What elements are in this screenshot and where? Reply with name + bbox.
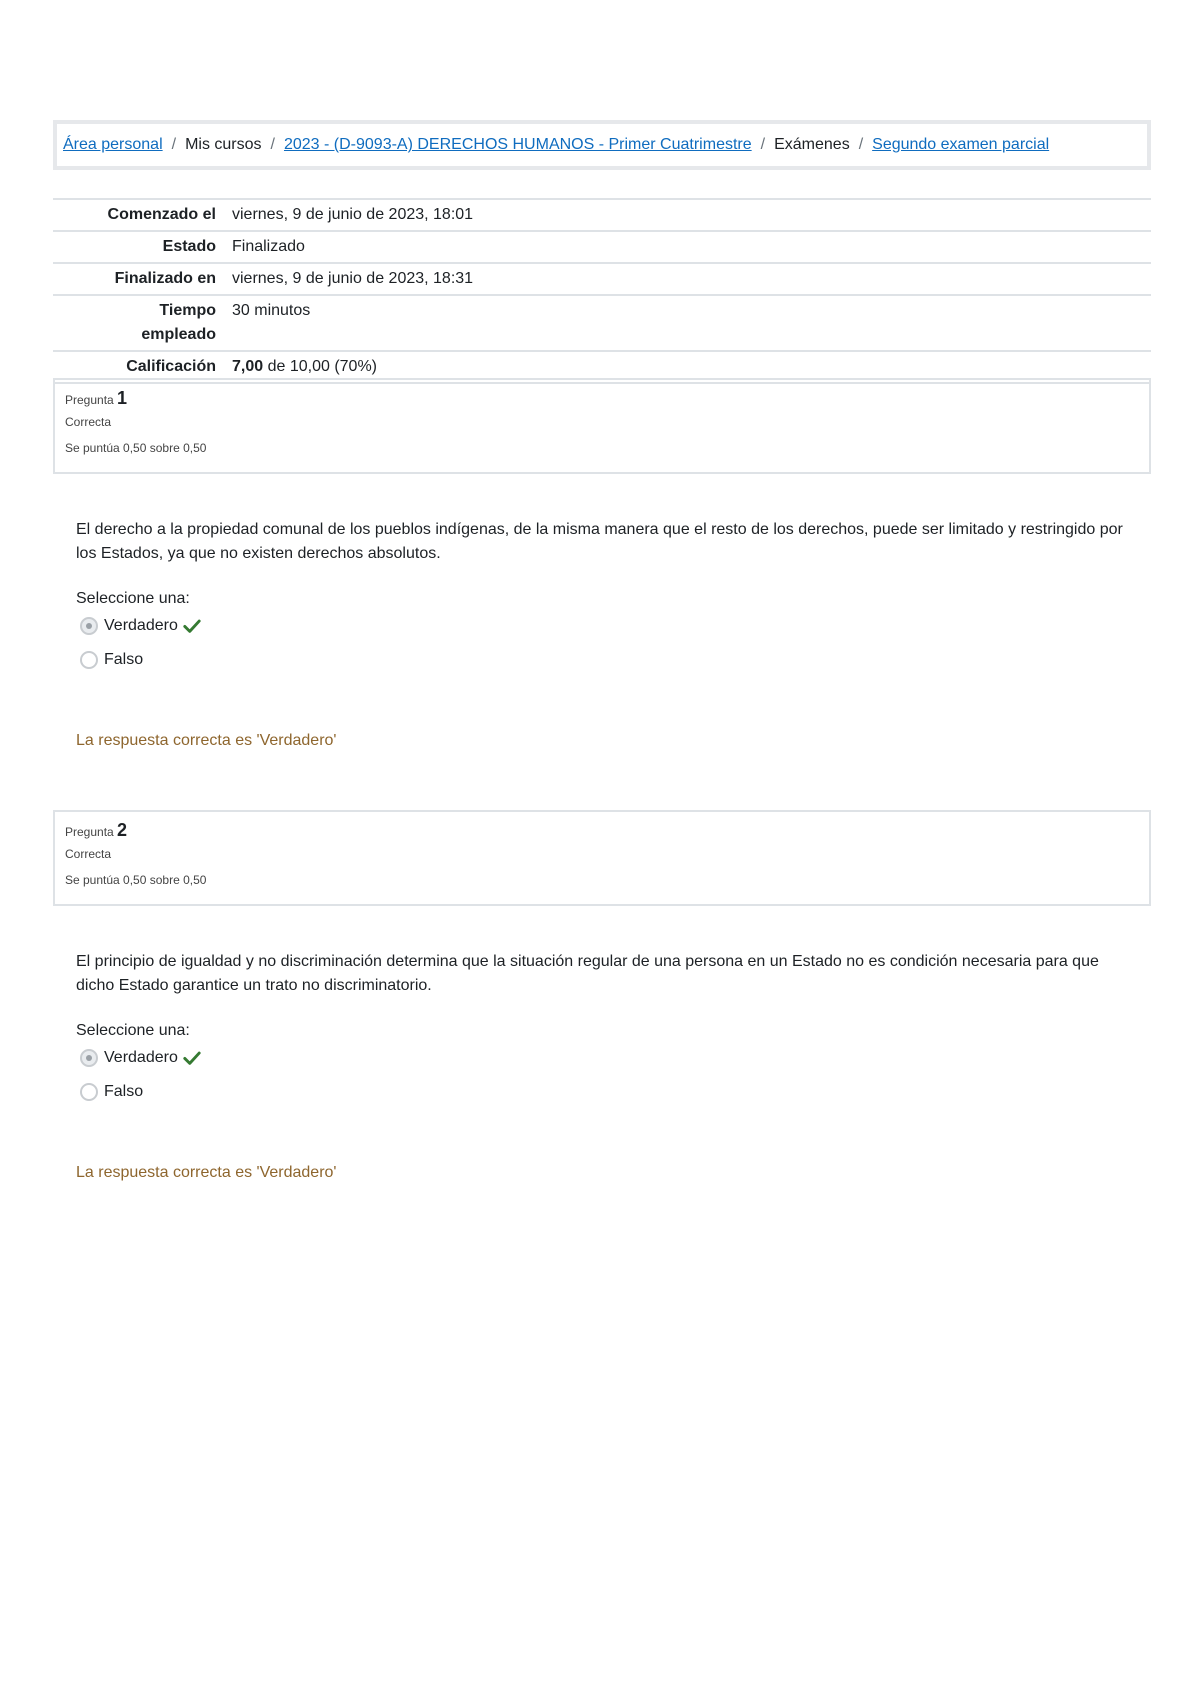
- attempt-summary-table: [53, 198, 1151, 384]
- answer-option-label: Verdadero: [104, 1049, 178, 1066]
- breadcrumb-separator: /: [270, 136, 275, 153]
- radio-selected[interactable]: [80, 617, 98, 635]
- answer-option-falso[interactable]: [80, 1080, 1140, 1104]
- summary-label-started: Comenzado el: [107, 206, 216, 223]
- question-grade: Se puntúa 0,50 sobre 0,50: [65, 441, 207, 455]
- question-number: 2: [117, 820, 128, 840]
- answer-option-label: Verdadero: [104, 617, 178, 634]
- breadcrumb-link-exam[interactable]: Segundo examen parcial: [872, 136, 1050, 153]
- question-info-2: [53, 810, 1151, 906]
- breadcrumb-separator: /: [760, 136, 766, 153]
- answer-prompt: Seleccione una:: [76, 1022, 190, 1039]
- correct-answer-feedback: La respuesta correcta es 'Verdadero': [76, 1164, 337, 1181]
- summary-label-time: [53, 295, 226, 351]
- summary-label-time-line1: Tiempo: [159, 302, 216, 319]
- radio-unselected[interactable]: [80, 651, 98, 669]
- check-icon: [183, 1049, 201, 1067]
- question-label: Pregunta: [65, 393, 114, 407]
- check-icon: [183, 617, 201, 635]
- radio-selected[interactable]: [80, 1049, 98, 1067]
- summary-value-state: Finalizado: [232, 238, 305, 255]
- breadcrumb-separator: /: [858, 136, 864, 153]
- question-info-1: [53, 378, 1151, 474]
- question-label: Pregunta: [65, 825, 114, 839]
- breadcrumb-link-course[interactable]: 2023 - (D-9093-A) DERECHOS HUMANOS - Primer Cuatrimestre: [283, 136, 752, 153]
- breadcrumb: [53, 120, 1151, 170]
- question-content-1: [76, 518, 1136, 750]
- summary-row-started: [53, 199, 1151, 231]
- summary-value-started: viernes, 9 de junio de 2023, 18:01: [232, 206, 474, 223]
- summary-row-time: [53, 295, 1151, 351]
- correct-answer-feedback: La respuesta correcta es 'Verdadero': [76, 732, 337, 749]
- radio-unselected[interactable]: [80, 1083, 98, 1101]
- summary-label-grade: Calificación: [126, 358, 216, 375]
- breadcrumb-item-examenes: Exámenes: [774, 136, 850, 153]
- question-grade: Se puntúa 0,50 sobre 0,50: [65, 873, 207, 887]
- question-number-line: [65, 388, 1139, 409]
- summary-label-time-line2: empleado: [141, 326, 216, 343]
- answer-option-label: Falso: [104, 651, 144, 668]
- answer-option-verdadero[interactable]: [80, 1046, 1140, 1070]
- breadcrumb-link-area-personal[interactable]: Área personal: [63, 136, 163, 153]
- breadcrumb-item-mis-cursos: Mis cursos: [185, 136, 262, 153]
- question-text: El derecho a la propiedad comunal de los pueblos indígenas, de la misma manera que el resto de los derechos, puede ser limitado y restringido por los Estados, ya que no existen derechos absolutos.: [76, 521, 1123, 562]
- summary-row-state: [53, 231, 1151, 263]
- summary-label-state: Estado: [162, 238, 216, 255]
- question-number: 1: [117, 388, 128, 408]
- summary-row-finished: [53, 263, 1151, 295]
- breadcrumb-separator: /: [171, 136, 177, 153]
- summary-value-time: 30 minutos: [232, 302, 311, 319]
- question-text: El principio de igualdad y no discriminación determina que la situación regular de una persona en un Estado no es condición necesaria para que dicho Estado garantice un trato no discriminatorio.: [76, 953, 1099, 994]
- answer-option-label: Falso: [104, 1083, 144, 1100]
- question-state: Correcta: [65, 847, 112, 861]
- grade-out-of: de 10,00 (70%): [263, 358, 377, 375]
- question-content-2: [76, 950, 1136, 1182]
- question-state: Correcta: [65, 415, 112, 429]
- summary-label-finished: Finalizado en: [114, 270, 216, 287]
- grade-score: 7,00: [232, 358, 264, 375]
- answer-option-verdadero[interactable]: [80, 614, 1140, 638]
- answer-option-falso[interactable]: [80, 648, 1140, 672]
- question-number-line: [65, 820, 1139, 841]
- summary-value-finished: viernes, 9 de junio de 2023, 18:31: [232, 270, 474, 287]
- answer-prompt: Seleccione una:: [76, 590, 190, 607]
